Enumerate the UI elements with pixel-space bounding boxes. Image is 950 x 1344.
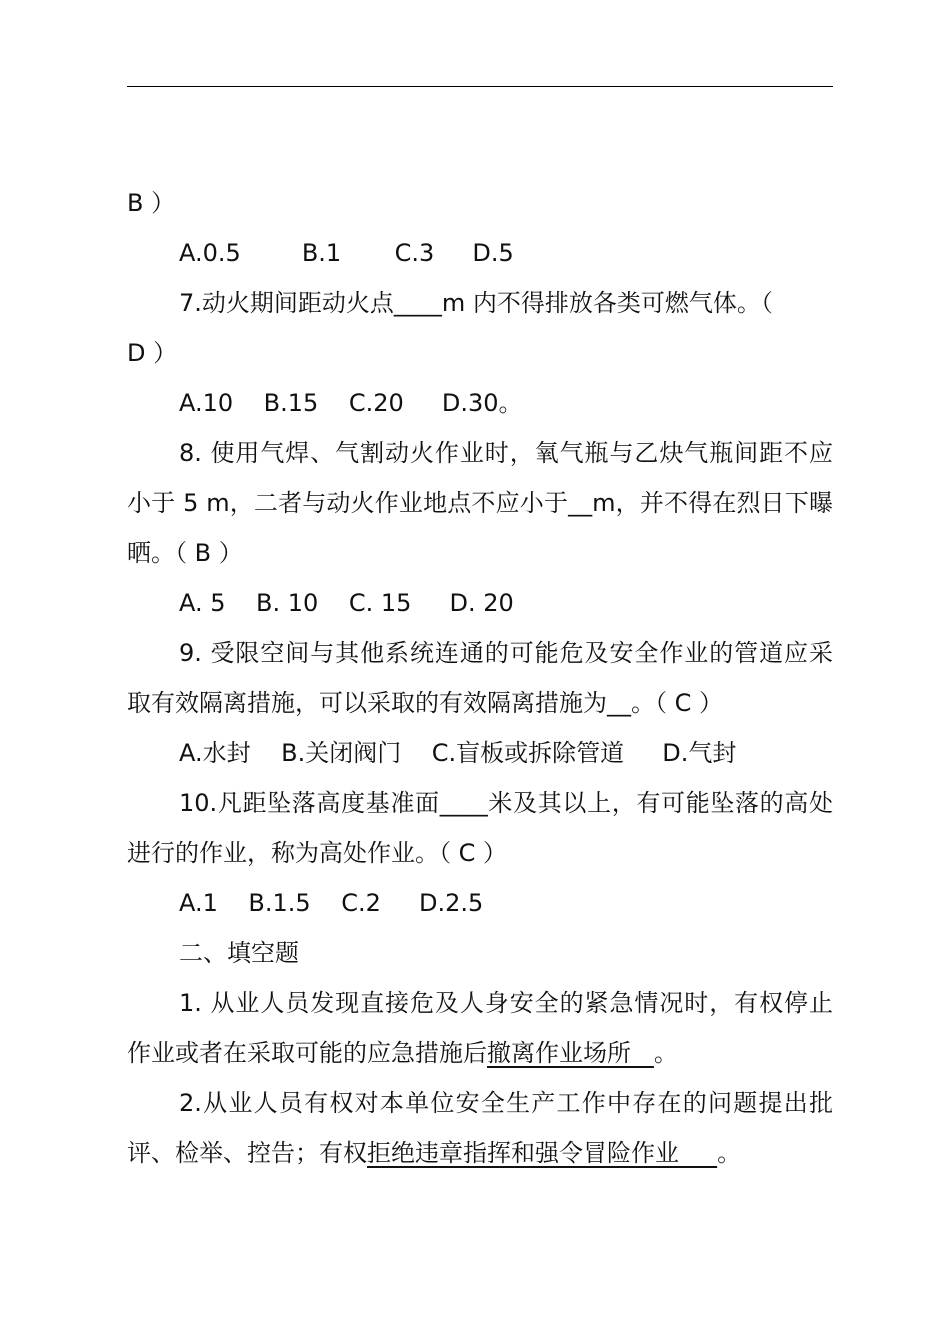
question-9-options: A.水封 B.关闭阀门 C.盲板或拆除管道 D.气封 — [179, 739, 737, 767]
question-7: 7.动火期间距动火点____m 内不得排放各类可燃气体。（ — [179, 289, 773, 317]
question-6-options: A.0.5 B.1 C.3 D.5 — [179, 239, 514, 267]
question-10: 10.凡距坠落高度基准面____米及其以上，有可能坠落的高处进行的作业，称为高处作业。（ C ） — [127, 789, 833, 867]
question-9: 9. 受限空间与其他系统连通的可能危及安全作业的管道应采取有效隔离措施，可以采取的有效隔离措施为__。（ C ） — [127, 639, 833, 717]
question-7-answer: D ） — [127, 339, 178, 367]
question-8-options: A. 5 B. 10 C. 15 D. 20 — [179, 589, 514, 617]
header-rule — [127, 86, 833, 87]
fill-answer-1: 撤离作业场所 — [487, 1039, 654, 1067]
question-9-blank: __ — [607, 689, 631, 717]
question-10-blank: ____ — [439, 789, 488, 817]
fill-question-2: 2.从业人员有权对本单位安全生产工作中存在的问题提出批评、检举、控告；有权拒绝违章指挥和强令冒险作业 。 — [127, 1089, 833, 1167]
fill-answer-2: 拒绝违章指挥和强令冒险作业 — [367, 1139, 718, 1167]
question-10-options: A.1 B.1.5 C.2 D.2.5 — [179, 889, 484, 917]
section-title: 二、填空题 — [179, 939, 299, 967]
question-8: 8. 使用气焊、气割动火作业时，氧气瓶与乙炔气瓶间距不应小于 5 m，二者与动火作业地点不应小于__m，并不得在烈日下曝晒。（ B ） — [127, 439, 833, 567]
question-8-blank: __ — [568, 489, 593, 517]
question-6-answer-tail: B ） — [127, 189, 176, 217]
question-7-options: A.10 B.15 C.20 D.30。 — [179, 389, 523, 417]
question-7-blank: ____ — [393, 289, 442, 317]
document-body — [127, 178, 833, 1178]
fill-question-1: 1. 从业人员发现直接危及人身安全的紧急情况时，有权停止作业或者在采取可能的应急措施后撤离作业场所 。 — [127, 989, 833, 1067]
